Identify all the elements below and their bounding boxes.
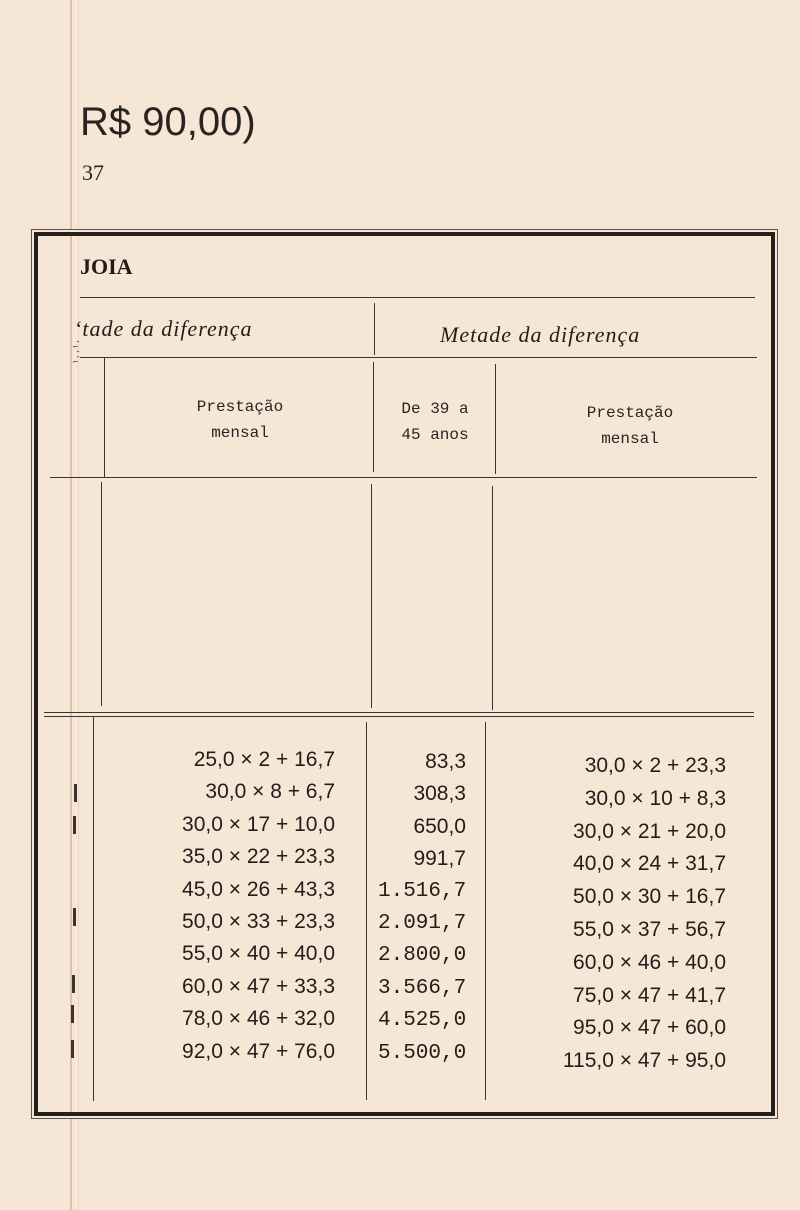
rule-under-title [80, 297, 755, 298]
row-marker [73, 908, 76, 926]
rule-top-of-data-2 [44, 716, 754, 717]
rule-under-group-heads [80, 357, 757, 358]
cell-de-39-a-45: 3.566,7 [378, 976, 467, 1000]
cell-prestacao-right: 115,0 × 47 + 95,0 [562, 1049, 726, 1073]
rule-groups [374, 303, 375, 355]
table-title: JOIA [80, 254, 133, 279]
cell-de-39-a-45: 2.800,0 [378, 944, 467, 968]
cell-prestacao-right: 60,0 × 46 + 40,0 [573, 950, 726, 974]
rule-col-c-d-mid [492, 486, 493, 710]
cell-de-39-a-45: 4.525,0 [378, 1009, 467, 1033]
rule-col-a-b-mid [101, 482, 102, 706]
row-marker [71, 1040, 74, 1058]
cell-prestacao-right: 30,0 × 21 + 20,0 [573, 819, 726, 843]
rule-col-a-b [104, 357, 105, 477]
cell-de-39-a-45: 5.500,0 [378, 1041, 467, 1065]
col-d-header: Prestação mensal [586, 404, 674, 448]
cell-prestacao-left: 45,0 × 26 + 43,3 [182, 877, 335, 901]
margin-stamp: ʻ ι ʻ ʻ ι [71, 340, 81, 363]
rule-under-col-heads [50, 477, 757, 478]
rule-top-of-data [44, 712, 754, 713]
cell-de-39-a-45: 650,0 [413, 814, 466, 838]
col-c-header: De 39 a 45 anos [401, 400, 469, 444]
cell-prestacao-left: 50,0 × 33 + 23,3 [182, 910, 335, 933]
row-marker [74, 784, 77, 802]
cell-prestacao-left: 35,0 × 22 + 23,3 [182, 845, 335, 869]
rule-col-b-c-low [366, 722, 367, 1100]
cell-prestacao-left: 25,0 × 2 + 16,7 [193, 748, 335, 771]
row-marker [71, 1005, 74, 1023]
cell-de-39-a-45: 1.516,7 [378, 879, 467, 903]
amount-heading: R$ 90,00) [80, 100, 256, 144]
page-number: 37 [82, 160, 104, 185]
rule-col-b-c-mid [371, 484, 372, 708]
left-group-heading: ʻtade da diferença [74, 316, 253, 341]
row-marker [72, 975, 75, 993]
rule-col-a-b-low [93, 716, 94, 1101]
cell-prestacao-left: 78,0 × 46 + 32,0 [182, 1007, 335, 1031]
cell-prestacao-left: 30,0 × 17 + 10,0 [182, 812, 335, 836]
cell-prestacao-right: 55,0 × 37 + 56,7 [573, 918, 726, 941]
rule-col-b-c [373, 362, 374, 472]
cell-prestacao-left: 55,0 × 40 + 40,0 [182, 942, 335, 966]
row-marker [73, 816, 76, 834]
cell-prestacao-right: 30,0 × 10 + 8,3 [584, 786, 726, 810]
cell-de-39-a-45: 991,7 [413, 847, 466, 871]
rule-col-c-d-low [485, 722, 486, 1100]
cell-prestacao-left: 30,0 × 8 + 6,7 [205, 780, 335, 804]
cell-de-39-a-45: 83,3 [425, 750, 466, 773]
cell-prestacao-right: 40,0 × 24 + 31,7 [573, 852, 726, 876]
cell-prestacao-right: 50,0 × 30 + 16,7 [573, 885, 726, 909]
cell-prestacao-left: 60,0 × 47 + 33,3 [182, 974, 335, 998]
rule-col-c-d [495, 364, 496, 474]
cell-prestacao-right: 75,0 × 47 + 41,7 [573, 983, 726, 1007]
col-b-header: Prestação mensal [196, 398, 284, 442]
cell-de-39-a-45: 308,3 [413, 782, 466, 806]
cell-prestacao-right: 95,0 × 47 + 60,0 [573, 1016, 726, 1040]
right-group-heading: Metade da diferença [440, 322, 641, 347]
cell-prestacao-left: 92,0 × 47 + 76,0 [182, 1039, 335, 1063]
cell-prestacao-right: 30,0 × 2 + 23,3 [584, 754, 726, 777]
cell-de-39-a-45: 2.091,7 [378, 912, 467, 935]
